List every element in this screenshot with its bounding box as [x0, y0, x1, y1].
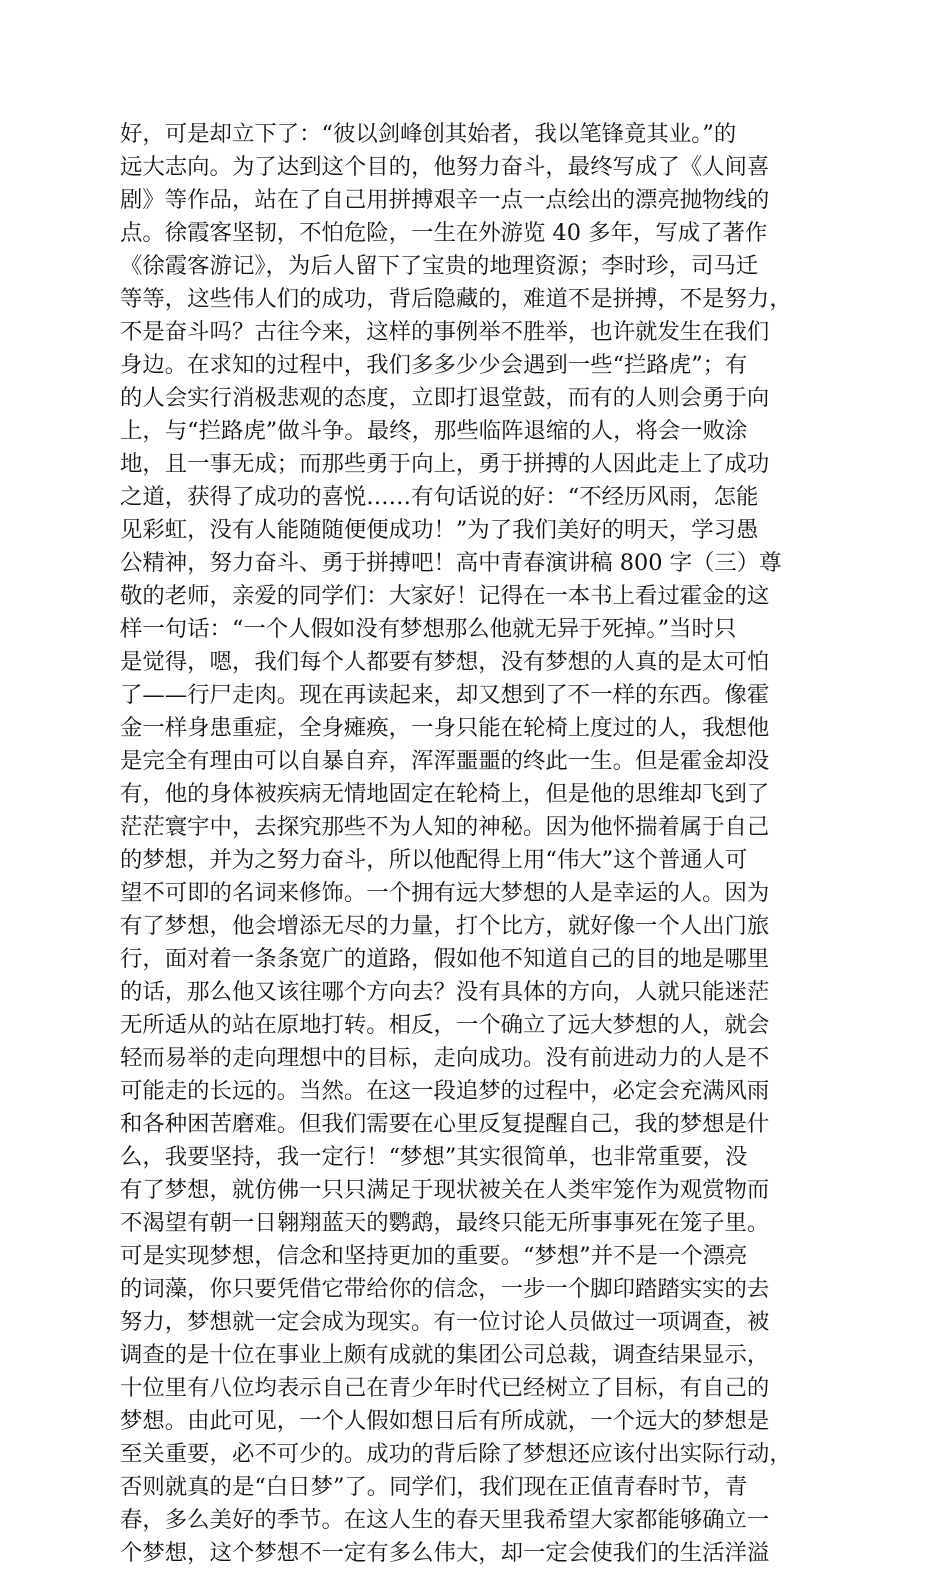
text-line: 敬的老师，亲爱的同学们：大家好！记得在一本书上看过霍金的这	[120, 583, 770, 609]
text-line: 有了梦想，就仿佛一只只满足于现状被关在人类牢笼作为观赏物而	[120, 1177, 770, 1203]
text-line: 的话，那么他又该往哪个方向去？没有具体的方向，人就只能迷茫	[120, 979, 770, 1005]
text-line: 上，与“拦路虎”做斗争。最终，那些临阵退缩的人，将会一败涂	[120, 418, 748, 444]
text-line: 望不可即的名词来修饰。一个拥有远大梦想的人是幸运的人。因为	[120, 880, 770, 906]
text-line: 是完全有理由可以自暴自弃，浑浑噩噩的终此一生。但是霍金却没	[120, 748, 770, 774]
text-line: 公精神，努力奋斗、勇于拼搏吧！高中青春演讲稿 800 字（三）尊	[120, 550, 782, 576]
text-line: 至关重要，必不可少的。成功的背后除了梦想还应该付出实际行动，	[120, 1441, 792, 1467]
text-line: 样一句话：“一个人假如没有梦想那么他就无异于死掉。”当时只	[120, 616, 737, 642]
text-line: 行，面对着一条条宽广的道路，假如他不知道自己的目的地是哪里	[120, 946, 770, 972]
text-line: 不渴望有朝一日翱翔蓝天的鹦鹉，最终只能无所事事死在笼子里。	[120, 1210, 770, 1236]
text-line: 和各种困苦磨难。但我们需要在心里反复提醒自己，我的梦想是什	[120, 1111, 770, 1137]
text-line: 努力，梦想就一定会成为现实。有一位讨论人员做过一项调查，被	[120, 1309, 770, 1335]
text-line: 了——行尸走肉。现在再读起来，却又想到了不一样的东西。像霍	[120, 682, 770, 708]
text-line: 个梦想，这个梦想不一定有多么伟大，却一定会使我们的生活洋溢	[120, 1540, 770, 1566]
text-line: 剧》等作品，站在了自己用拼搏艰辛一点一点绘出的漂亮抛物线的	[120, 187, 770, 213]
text-line: 金一样身患重症，全身瘫痪，一身只能在轮椅上度过的人，我想他	[120, 715, 770, 741]
text-line: 十位里有八位均表示自己在青少年时代已经树立了目标，有自己的	[120, 1375, 770, 1401]
text-line: 调查的是十位在事业上颇有成就的集团公司总裁，调查结果显示，	[120, 1342, 770, 1368]
text-line: 身边。在求知的过程中，我们多多少少会遇到一些“拦路虎”；有	[120, 352, 748, 378]
text-line: 之道，获得了成功的喜悦……有句话说的好：“不经历风雨，怎能	[120, 484, 759, 510]
text-line: 地，且一事无成；而那些勇于向上，勇于拼搏的人因此走上了成功	[120, 451, 770, 477]
body-text	[120, 118, 840, 1570]
text-line: 无所适从的站在原地打转。相反，一个确立了远大梦想的人，就会	[120, 1012, 770, 1038]
text-line: 好，可是却立下了：“彼以剑峰创其始者，我以笔锋竟其业。”的	[120, 121, 737, 147]
text-line: 见彩虹，没有人能随随便便成功！”为了我们美好的明天，学习愚	[120, 517, 759, 543]
text-line: 《徐霞客游记》，为后人留下了宝贵的地理资源；李时珍，司马迁	[120, 253, 759, 279]
text-line: 梦想。由此可见，一个人假如想日后有所成就，一个远大的梦想是	[120, 1408, 770, 1434]
text-line: 等等，这些伟人们的成功，背后隐藏的，难道不是拼搏，不是努力，	[120, 286, 792, 312]
text-line: 否则就真的是“白日梦”了。同学们，我们现在正值青春时节，青	[120, 1474, 748, 1500]
text-line: 茫茫寰宇中，去探究那些不为人知的神秘。因为他怀揣着属于自己	[120, 814, 770, 840]
text-line: 春，多么美好的季节。在这人生的春天里我希望大家都能够确立一	[120, 1507, 770, 1533]
text-line: 么，我要坚持，我一定行！“梦想”其实很简单，也非常重要，没	[120, 1144, 748, 1170]
text-line: 是觉得，嗯，我们每个人都要有梦想，没有梦想的人真的是太可怕	[120, 649, 770, 675]
text-line: 不是奋斗吗？古往今来，这样的事例举不胜举，也许就发生在我们	[120, 319, 770, 345]
text-line: 的梦想，并为之努力奋斗，所以他配得上用“伟大”这个普通人可	[120, 847, 748, 873]
text-line: 可能走的长远的。当然。在这一段追梦的过程中，必定会充满风雨	[120, 1078, 770, 1104]
text-line: 的词藻，你只要凭借它带给你的信念，一步一个脚印踏踏实实的去	[120, 1276, 770, 1302]
text-line: 有，他的身体被疾病无情地固定在轮椅上，但是他的思维却飞到了	[120, 781, 770, 807]
text-line: 点。徐霞客坚韧，不怕危险，一生在外游览 40 多年，写成了著作	[120, 220, 768, 246]
text-line: 的人会实行消极悲观的态度，立即打退堂鼓，而有的人则会勇于向	[120, 385, 770, 411]
text-line: 远大志向。为了达到这个目的，他努力奋斗，最终写成了《人间喜	[120, 154, 770, 180]
text-line: 有了梦想，他会增添无尽的力量，打个比方，就好像一个人出门旅	[120, 913, 770, 939]
text-line: 轻而易举的走向理想中的目标，走向成功。没有前进动力的人是不	[120, 1045, 770, 1071]
text-line: 可是实现梦想，信念和坚持更加的重要。“梦想”并不是一个漂亮	[120, 1243, 748, 1269]
